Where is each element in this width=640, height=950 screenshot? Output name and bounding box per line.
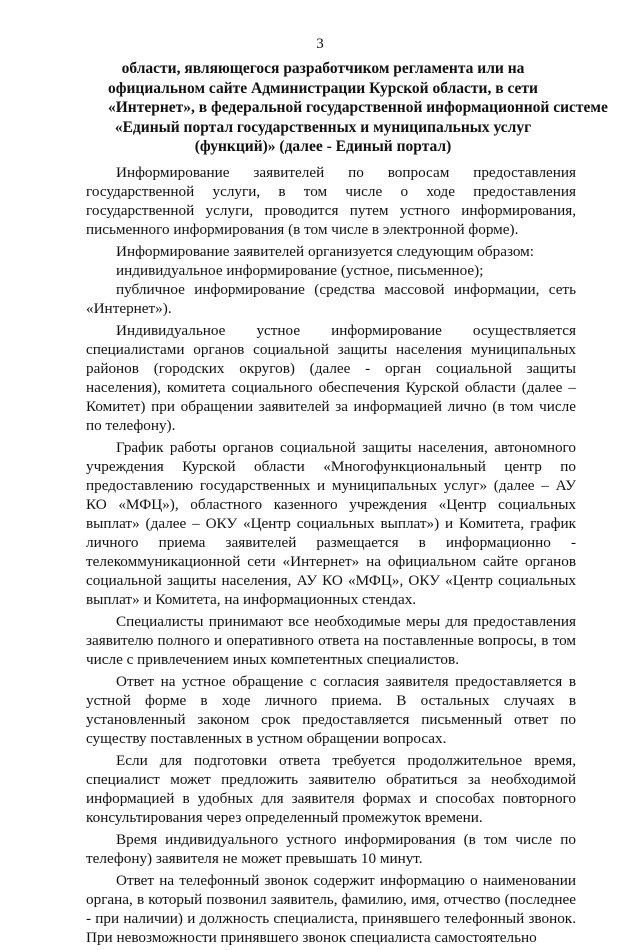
paragraph: индивидуальное информирование (устное, письменное); <box>116 262 484 279</box>
heading-line: области, являющегося разработчиком регламента или на <box>121 60 525 77</box>
paragraph: Информирование заявителей организуется следующим образом: <box>116 243 535 260</box>
paragraph: Индивидуальное устное информирование осуществляется специалистами органов социальной защиты населения муниципальных районов (городских округов) (далее - орган социальной защиты населения), комитета социального обеспечения Курской области (далее – Комитет) при обращении заявителей за информацией лично (в том числе по телефону). <box>86 322 576 434</box>
paragraph: Если для подготовки ответа требуется продолжительное время, специалист может предложить заявителю обратиться за необходимой информацией в удобных для заявителя формах и способах повторного консультирования через определенный промежуток времени. <box>86 752 576 826</box>
paragraph: Информирование заявителей по вопросам предоставления государственной услуги, в том числе о ходе предоставления государственной услуги, проводится путем устного информирования, письменного информирования (в том числе в электронной форме). <box>86 164 576 238</box>
page-number: 3 <box>316 36 324 52</box>
paragraph: публичное информирование (средства массовой информации, сеть «Интернет»). <box>86 281 576 317</box>
paragraph: Время индивидуального устного информирования (в том числе по телефону) заявителя не может превышать 10 минут. <box>86 831 576 867</box>
section-heading <box>108 59 608 157</box>
paragraph: Ответ на устное обращение с согласия заявителя предоставляется в устной форме в ходе личного приема. В остальных случаях в установленный законом срок предоставляется письменный ответ по существу поставленных в устном обращении вопросах. <box>86 673 576 747</box>
paragraph: Ответ на телефонный звонок содержит информацию о наименовании органа, в который позвонил заявитель, фамилию, имя, отчество (последнее - при наличии) и должность специалиста, принявшего телефонный звонок. При невозможности принявшего звонок специалиста самостоятельно <box>86 872 576 946</box>
paragraph: График работы органов социальной защиты населения, автономного учреждения Курской области «Многофункциональный центр по предоставлению государственных и муниципальных услуг» (далее – АУ КО «МФЦ»), областного казенного учреждения «Центр социальных выплат» (далее – ОКУ «Центр социальных выплат») и Комитета, график личного приема заявителей размещается в информационно - телекоммуникационной сети «Интернет» на официальном сайте органов социальной защиты населения, АУ КО «МФЦ», ОКУ «Центр социальных выплат» и Комитета, на информационных стендах. <box>86 439 576 608</box>
body-text <box>86 163 576 950</box>
heading-line: «Единый портал государственных и муниципальных услуг <box>114 118 532 136</box>
heading-line: (функций)» (далее - Единый портал) <box>194 138 452 155</box>
heading-line: «Интернет», в федеральной государственной информационной системе <box>108 99 608 116</box>
paragraph: Специалисты принимают все необходимые меры для предоставления заявителю полного и оперативного ответа на поставленные вопросы, в том числе с привлечением иных компетентных специалистов. <box>86 613 576 668</box>
heading-line: официальном сайте Администрации Курской области, в сети <box>108 79 538 97</box>
